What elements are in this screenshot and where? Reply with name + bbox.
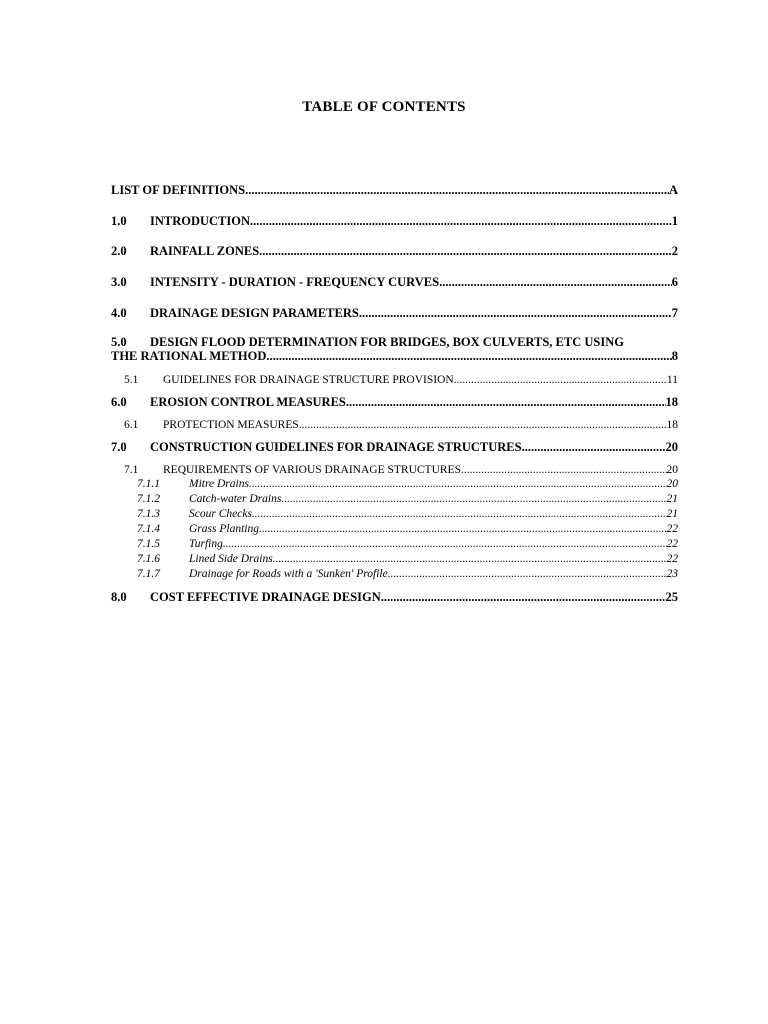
toc-entry-number: 3.0	[111, 276, 127, 289]
toc-leader-dots	[461, 464, 667, 477]
toc-leader-dots	[252, 508, 667, 521]
toc-entry-title: GUIDELINES FOR DRAINAGE STRUCTURE PROVISION	[163, 374, 454, 386]
toc-leader-dots	[249, 478, 667, 491]
toc-entry-number: 4.0	[111, 307, 127, 320]
toc-entry-title: Grass Planting	[189, 523, 259, 535]
toc-leader-dots	[439, 276, 672, 290]
toc-entry-page: A	[668, 184, 678, 197]
toc-leader-dots	[250, 215, 672, 229]
toc-entry-page: 21	[666, 493, 678, 505]
toc-entry-title: Turfing	[189, 538, 223, 550]
toc-entry-page: 22	[666, 523, 678, 535]
toc-entry-number: 7.1.6	[137, 553, 160, 565]
toc-entry-number: 7.1.2	[137, 493, 160, 505]
toc-entry-page: 22	[666, 538, 678, 550]
toc-entry-page: 20	[665, 441, 678, 454]
toc-entry-title: PROTECTION MEASURES	[163, 419, 299, 431]
toc-entry-5-0-line1[interactable]	[111, 336, 678, 350]
toc-entry-8-0[interactable]	[111, 591, 678, 605]
toc-entry-number: 7.1.1	[137, 478, 160, 490]
toc-entry-number: 6.1	[124, 419, 139, 431]
toc-entry-page: 8	[671, 350, 678, 363]
toc-entry-6-0[interactable]	[111, 396, 678, 410]
toc-entry-page: 18	[665, 396, 678, 409]
toc-entry-5-0-line2[interactable]	[111, 350, 678, 364]
toc-leader-dots	[381, 591, 666, 605]
toc-entry-page: 6	[671, 276, 678, 289]
toc-entry-page: 22	[666, 553, 678, 565]
toc-entry-number: 2.0	[111, 245, 127, 258]
toc-entry-page: 11	[666, 374, 678, 386]
toc-entry-5-1[interactable]	[124, 374, 678, 387]
toc-entry-title: LIST OF DEFINITIONS	[111, 184, 246, 197]
toc-entry-title: REQUIREMENTS OF VARIOUS DRAINAGE STRUCTURES	[163, 464, 461, 476]
toc-entry-page: 23	[666, 568, 678, 580]
toc-entry-number: 7.1.5	[137, 538, 160, 550]
toc-entry-7-0[interactable]	[111, 441, 678, 455]
toc-entry-7-1-6[interactable]	[137, 553, 678, 566]
toc-entry-page: 18	[666, 419, 678, 431]
toc-entry-page: 2	[671, 245, 678, 258]
toc-leader-dots	[223, 538, 667, 551]
toc-entry-2-0[interactable]	[111, 245, 678, 259]
toc-entry-page: 21	[666, 508, 678, 520]
toc-entry-title: CONSTRUCTION GUIDELINES FOR DRAINAGE STRUCTURES	[150, 441, 522, 454]
toc-leader-dots	[266, 350, 671, 364]
toc-entry-title: DRAINAGE DESIGN PARAMETERS	[150, 307, 359, 320]
toc-entry-title: Scour Checks	[189, 508, 252, 520]
toc-entry-number: 6.0	[111, 396, 127, 409]
toc-entry-7-1[interactable]	[124, 464, 678, 477]
toc-leader-dots	[259, 523, 667, 536]
toc-entry-title: Catch-water Drains	[189, 493, 282, 505]
toc-entry-7-1-5[interactable]	[137, 538, 678, 551]
toc-entry-7-1-1[interactable]	[137, 478, 678, 491]
toc-entry-6-1[interactable]	[124, 419, 678, 432]
toc-entry-number: 7.1.3	[137, 508, 160, 520]
toc-entry-page: 20	[666, 464, 678, 476]
toc-entry-3-0[interactable]	[111, 276, 678, 290]
toc-entry-7-1-3[interactable]	[137, 508, 678, 521]
toc-leader-dots	[454, 374, 667, 387]
toc-entry-page: 1	[671, 215, 678, 228]
toc-entry-title: INTENSITY - DURATION - FREQUENCY CURVES	[150, 276, 440, 289]
toc-entry-1-0[interactable]	[111, 215, 678, 229]
toc-leader-dots	[359, 307, 672, 321]
toc-leader-dots	[245, 184, 669, 198]
toc-entry-number: 7.1	[124, 464, 139, 476]
toc-entry-title: THE RATIONAL METHOD	[111, 350, 267, 363]
toc-entry-title: DESIGN FLOOD DETERMINATION FOR BRIDGES, BOX CULVERTS, ETC USING	[150, 335, 624, 349]
toc-entry-title: EROSION CONTROL MEASURES	[150, 396, 346, 409]
toc-entry-number: 5.1	[124, 374, 139, 386]
toc-entry-number: 7.1.4	[137, 523, 160, 535]
toc-entry-page: 7	[671, 307, 678, 320]
toc-entry-title: Drainage for Roads with a 'Sunken' Profile	[189, 568, 388, 580]
toc-entry-list-of-definitions[interactable]	[111, 184, 678, 198]
toc-leader-dots	[522, 441, 666, 455]
toc-entry-page: 25	[665, 591, 678, 604]
toc-entry-title: Mitre Drains	[189, 478, 249, 490]
toc-entry-number: 7.0	[111, 441, 127, 454]
toc-entry-4-0[interactable]	[111, 307, 678, 321]
toc-entry-title: Lined Side Drains	[189, 553, 273, 565]
toc-leader-dots	[299, 419, 667, 432]
toc-entry-number: 5.0	[111, 335, 127, 349]
toc-entry-7-1-2[interactable]	[137, 493, 678, 506]
toc-entry-number: 7.1.7	[137, 568, 160, 580]
toc-entry-number: 1.0	[111, 215, 127, 228]
toc-title: TABLE OF CONTENTS	[302, 99, 466, 115]
toc-entry-7-1-7[interactable]	[137, 568, 678, 581]
toc-entry-page: 20	[666, 478, 678, 490]
toc-leader-dots	[388, 568, 667, 581]
toc-entry-number: 8.0	[111, 591, 127, 604]
toc-entry-7-1-4[interactable]	[137, 523, 678, 536]
toc-leader-dots	[259, 245, 672, 259]
toc-entry-title: COST EFFECTIVE DRAINAGE DESIGN	[150, 591, 381, 604]
toc-entry-title: INTRODUCTION	[150, 215, 251, 228]
toc-entry-title: RAINFALL ZONES	[150, 245, 260, 258]
toc-leader-dots	[273, 553, 667, 566]
toc-leader-dots	[346, 396, 666, 410]
toc-leader-dots	[281, 493, 666, 506]
